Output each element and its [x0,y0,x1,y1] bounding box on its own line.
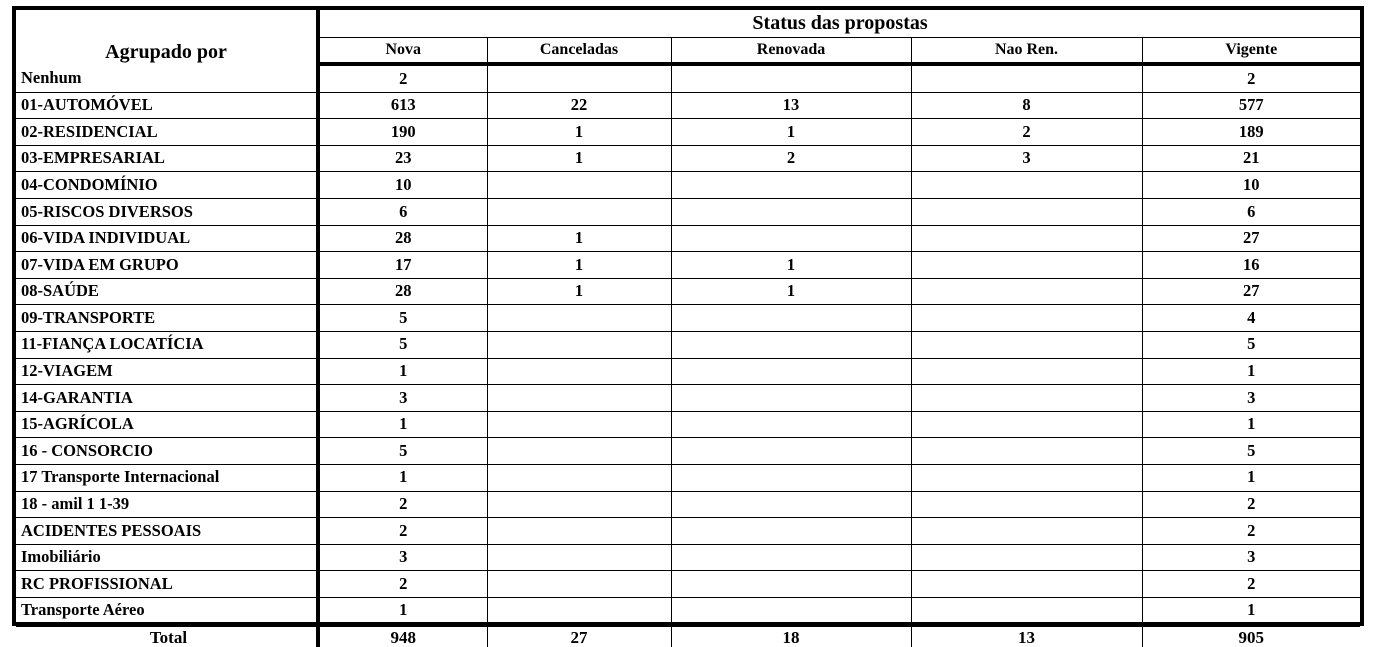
table-row [16,92,1360,119]
total-value: 905 [1142,625,1360,647]
cell-value: 3 [1142,544,1360,571]
row-label: RC PROFISSIONAL [16,571,318,598]
cell-value: 6 [1142,198,1360,225]
cell-value: 1 [1142,597,1360,625]
cell-value: 190 [318,119,487,146]
table-row [16,278,1360,305]
cell-value: 1 [487,225,671,252]
cell-value: 5 [318,305,487,332]
table-row [16,597,1360,625]
cell-value: 1 [487,278,671,305]
cell-value: 1 [318,411,487,438]
cell-value [911,411,1142,438]
table-row [16,145,1360,172]
column-header: Nova [318,38,487,65]
row-label: 09-TRANSPORTE [16,305,318,332]
column-header: Canceladas [487,38,671,65]
row-label: 07-VIDA EM GRUPO [16,252,318,279]
cell-value [487,518,671,545]
table-row [16,172,1360,199]
report-frame [12,6,1364,647]
cell-value: 5 [1142,438,1360,465]
cell-value [671,411,911,438]
row-label: 06-VIDA INDIVIDUAL [16,225,318,252]
cell-value [911,64,1142,92]
cell-value [911,305,1142,332]
cell-value [671,438,911,465]
cell-value: 28 [318,225,487,252]
column-header: Renovada [671,38,911,65]
row-label: 11-FIANÇA LOCATÍCIA [16,331,318,358]
table-row [16,544,1360,571]
cell-value: 1 [318,358,487,385]
cell-value [911,518,1142,545]
cell-value [911,225,1142,252]
table-row [16,411,1360,438]
cell-value: 10 [1142,172,1360,199]
cell-value: 577 [1142,92,1360,119]
cell-value [911,252,1142,279]
cell-value: 2 [318,491,487,518]
table-row [16,571,1360,598]
cell-value: 2 [318,571,487,598]
cell-value [487,438,671,465]
cell-value [911,198,1142,225]
cell-value: 1 [318,464,487,491]
cell-value: 1 [671,119,911,146]
table-row [16,518,1360,545]
cell-value [487,571,671,598]
cell-value [487,198,671,225]
cell-value: 1 [671,278,911,305]
cell-value: 27 [1142,225,1360,252]
row-label: Nenhum [16,64,318,92]
row-label: 15-AGRÍCOLA [16,411,318,438]
cell-value [911,597,1142,625]
cell-value: 21 [1142,145,1360,172]
cell-value [487,64,671,92]
cell-value: 1 [671,252,911,279]
cell-value [671,597,911,625]
cell-value: 22 [487,92,671,119]
total-value: 18 [671,625,911,647]
cell-value: 4 [1142,305,1360,332]
cell-value [911,464,1142,491]
row-label: 12-VIAGEM [16,358,318,385]
cell-value: 1 [318,597,487,625]
column-header: Nao Ren. [911,38,1142,65]
cell-value [911,438,1142,465]
cell-value: 1 [487,119,671,146]
cell-value [671,358,911,385]
cell-value [911,544,1142,571]
cell-value [911,278,1142,305]
cell-value [911,385,1142,412]
row-label: Imobiliário [16,544,318,571]
cell-value [487,331,671,358]
cell-value: 2 [1142,64,1360,92]
cell-value [671,518,911,545]
cell-value: 5 [1142,331,1360,358]
cell-value: 1 [487,145,671,172]
table-row [16,305,1360,332]
cell-value: 3 [318,544,487,571]
cell-value: 2 [1142,491,1360,518]
table-row [16,331,1360,358]
row-label: ACIDENTES PESSOAIS [16,518,318,545]
table-row [16,119,1360,146]
cell-value [671,198,911,225]
cell-value: 3 [1142,385,1360,412]
cell-value: 2 [911,119,1142,146]
row-label: 05-RISCOS DIVERSOS [16,198,318,225]
cell-value [911,358,1142,385]
cell-value: 10 [318,172,487,199]
row-label: 17 Transporte Internacional [16,464,318,491]
table-row [16,198,1360,225]
total-value: 13 [911,625,1142,647]
cell-value [487,597,671,625]
row-label: 16 - CONSORCIO [16,438,318,465]
table-row [16,385,1360,412]
cell-value: 2 [1142,571,1360,598]
proposals-status-table [16,10,1360,647]
cell-value: 27 [1142,278,1360,305]
cell-value [487,464,671,491]
cell-value [671,385,911,412]
cell-value: 5 [318,438,487,465]
cell-value [487,305,671,332]
cell-value: 3 [911,145,1142,172]
row-label: 03-EMPRESARIAL [16,145,318,172]
cell-value: 16 [1142,252,1360,279]
cell-value: 1 [487,252,671,279]
cell-value [911,571,1142,598]
row-label: 04-CONDOMÍNIO [16,172,318,199]
cell-value [487,385,671,412]
table-body [16,64,1360,625]
cell-value [911,491,1142,518]
cell-value: 2 [1142,518,1360,545]
cell-value [671,172,911,199]
cell-value: 1 [1142,358,1360,385]
cell-value [487,172,671,199]
cell-value: 23 [318,145,487,172]
cell-value [671,571,911,598]
total-value: 948 [390,627,416,647]
group-title: Status das propostas [752,12,928,34]
row-label: 01-AUTOMÓVEL [16,92,318,119]
cell-value [671,225,911,252]
row-label: Transporte Aéreo [16,597,318,625]
cell-value: 2 [671,145,911,172]
total-label: Total [16,625,318,647]
cell-value [911,172,1142,199]
row-label: 02-RESIDENCIAL [16,119,318,146]
table-row [16,491,1360,518]
cell-value: 1 [1142,464,1360,491]
table-row [16,64,1360,92]
cell-value [911,331,1142,358]
cell-value [671,305,911,332]
total-row [16,625,1360,647]
cell-value: 13 [671,92,911,119]
cell-value: 28 [318,278,487,305]
table-row [16,438,1360,465]
table-row [16,252,1360,279]
row-label: 14-GARANTIA [16,385,318,412]
cell-value [487,491,671,518]
cell-value [671,491,911,518]
cell-value: 17 [318,252,487,279]
column-header: Vigente [1142,38,1360,65]
cell-value [671,331,911,358]
cell-value: 1 [1142,411,1360,438]
table-row [16,225,1360,252]
table-row [16,464,1360,491]
cell-value [671,544,911,571]
cell-value [487,544,671,571]
table-row [16,358,1360,385]
cell-value: 2 [318,64,487,92]
row-label: 08-SAÚDE [16,278,318,305]
total-value: 27 [487,625,671,647]
cell-value [671,464,911,491]
cell-value [487,358,671,385]
cell-value: 8 [911,92,1142,119]
cell-value: 5 [318,331,487,358]
cell-value: 189 [1142,119,1360,146]
cell-value: 613 [318,92,487,119]
row-header-cell [16,10,318,64]
row-label: 18 - amil 1 1-39 [16,491,318,518]
row-header-label: Agrupado por [105,41,227,63]
cell-value: 3 [318,385,487,412]
cell-value: 6 [318,198,487,225]
cell-value [671,64,911,92]
cell-value: 2 [318,518,487,545]
cell-value [487,411,671,438]
